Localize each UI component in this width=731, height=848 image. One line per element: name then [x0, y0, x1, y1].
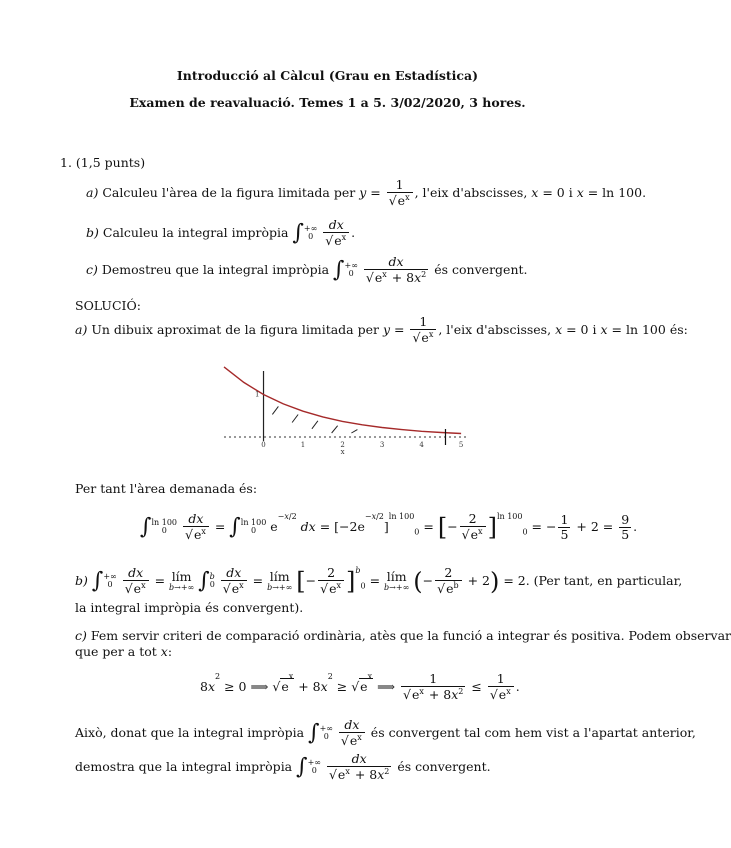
area-hatch: [312, 421, 318, 429]
solution-heading: SOLUCIÓ:: [75, 298, 141, 313]
doc-title: Introducció al Càlcul (Grau en Estadística): [176, 68, 479, 83]
solution-c-conclusion-1: Això, donat que la integral impròpia ∫+∞ 0 $\frac{dx}{√e^x}$ és convergent tal com hem vist a l'apartat anterior,: [75, 717, 696, 749]
area-hatch: [351, 430, 357, 433]
problem-part-c: c) Demostreu que la integral impròpia ∫+∞ 0 $\frac{dx}{√e^x + 8x^2}$ és convergent.: [86, 254, 528, 286]
area-intro: Per tant l'àrea demanada és:: [75, 481, 258, 496]
function-plot: [220, 365, 475, 455]
solution-a-intro: a) Un dibuix aproximat de la figura limitada per y = $\frac{1}{√e^x}$ , l'eix d'abscisses, x = 0 i x = ln 100 és:: [75, 314, 688, 346]
comparison-inequality: $8x^2 \ge 0$ ⟹ $√e^x + 8x^2 \ge √e^x$ ⟹ $\frac{1}{√e^x + 8x^2}$ ≤ $\frac{1}{√e^x}$ .: [200, 671, 520, 703]
x-tick-label: 5: [458, 441, 464, 449]
problem-part-b: b) Calculeu la integral impròpia ∫+∞ 0 $\frac{dx}{√e^x}$ .: [86, 217, 356, 249]
x-tick-label: 3: [379, 441, 385, 449]
x-tick-label: 4: [419, 441, 424, 449]
solution-c-line1: c) Fem servir criteri de comparació ordinària, atès que la funció a integrar és positiva. Podem observar: [75, 628, 731, 643]
x-tick-label: 0: [261, 441, 266, 449]
problem-part-a: a) Calculeu l'àrea de la figura limitada per y = $\frac{1}{√e^x}$ , l'eix d'abscisses, x = 0 i x = ln 100.: [86, 177, 647, 209]
x-tick-label: 1: [300, 441, 306, 449]
doc-subtitle: Examen de reavaluació. Temes 1 a 5. 3/02/2020, 3 hores.: [129, 95, 526, 110]
solution-c-line2: que per a tot x:: [75, 644, 173, 659]
problem-heading: 1. (1,5 punts): [60, 155, 146, 170]
area-formula: ∫ln 100 0 $\frac{dx}{√e^x}$ = ∫ln 100 0 $e^{-x/2}$ dx = $[-2e^{-x/2}]^{ln 100}_0$ = [− $\frac{2}{√e^x}$ ]$^{ln 100}_0$ = − $\frac{1}{5}$ + 2 = $\frac{9}{5}$ .: [140, 511, 638, 543]
solution-b-continued: la integral impròpia és convergent).: [75, 600, 304, 615]
solution-c-conclusion-2: demostra que la integral impròpia ∫+∞ 0 $\frac{dx}{√e^x + 8x^2}$ és convergent.: [75, 751, 491, 783]
x-tick-label: 2: [340, 441, 345, 449]
function-curve: [224, 367, 461, 434]
area-hatch: [272, 406, 278, 414]
x-axis-label: x: [340, 448, 345, 456]
y-tick-label: 1: [255, 390, 260, 399]
area-hatch: [292, 415, 298, 423]
area-hatch: [332, 426, 338, 433]
solution-b: b) ∫+∞ 0 $\frac{dx}{√e^x}$ = lím b→+∞ ∫b 0 $\frac{dx}{√e^x}$ = lím b→+∞ [− $\frac{2}{√e^x}$ ]$^b_0$ = lím b→+∞ (− $\frac{2}{√e^b}$ + 2) = 2. (Per tant, en particular,: [75, 565, 683, 597]
